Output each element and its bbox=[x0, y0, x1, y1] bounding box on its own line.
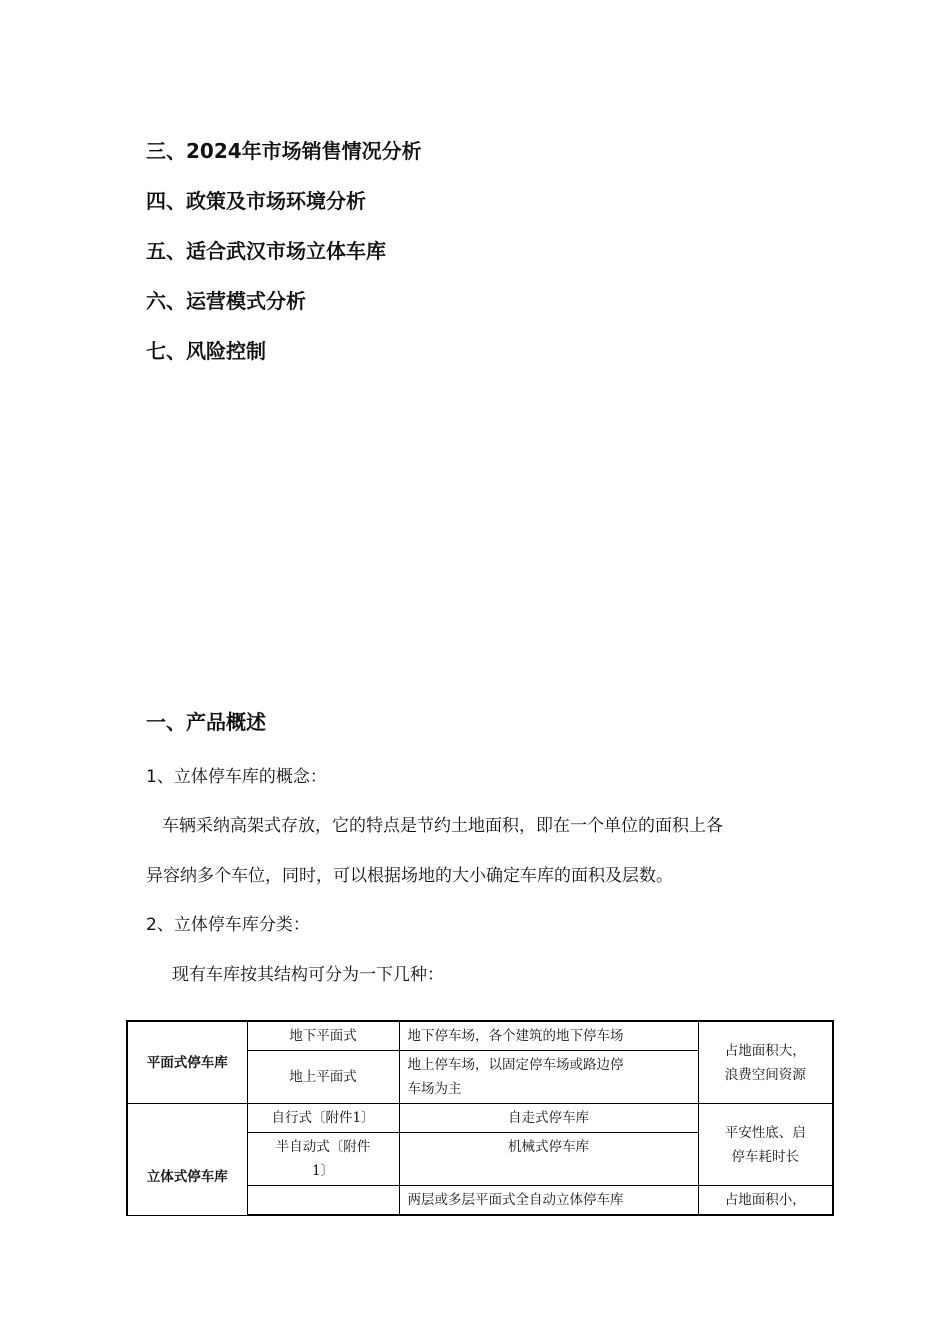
type-line: 1〕 bbox=[311, 1163, 335, 1179]
feature-cell bbox=[698, 1104, 833, 1186]
toc-item: 三、2024年市场销售情况分析 bbox=[146, 139, 422, 163]
type-line: 半自动式〔附件 bbox=[275, 1139, 371, 1155]
desc-cell: 两层或多层平面式全自动立体停车库 bbox=[399, 1186, 698, 1216]
desc-cell: 机械式停车库 bbox=[399, 1133, 698, 1186]
feature-line: 停车耗时长 bbox=[731, 1148, 799, 1165]
category-cell: 立体式停车库 bbox=[127, 1104, 247, 1216]
desc-cell: 地下停车场，各个建筑的地下停车场 bbox=[399, 1021, 698, 1051]
subheading-classification: 2、立体停车库分类： bbox=[146, 915, 310, 935]
desc-line: 地上停车场，以固定停车场或路边停 bbox=[407, 1057, 624, 1073]
type-cell: 地上平面式 bbox=[247, 1051, 399, 1104]
feature-cell: 占地面积小， bbox=[698, 1186, 833, 1216]
toc-item: 四、政策及市场环境分析 bbox=[146, 189, 366, 213]
desc-cell: 自走式停车库 bbox=[399, 1104, 698, 1133]
table-row bbox=[127, 1021, 833, 1051]
section-title: 一、产品概述 bbox=[146, 710, 266, 734]
classification-table bbox=[126, 1020, 834, 1216]
toc-item: 五、适合武汉市场立体车库 bbox=[146, 239, 386, 263]
table-of-contents bbox=[146, 134, 422, 384]
feature-line: 平安性底、启 bbox=[724, 1124, 806, 1141]
toc-item: 七、风险控制 bbox=[146, 339, 266, 363]
table-row bbox=[127, 1104, 833, 1133]
paragraph-intro: 现有车库按其结构可分为一下几种： bbox=[172, 965, 444, 985]
type-cell bbox=[247, 1186, 399, 1216]
type-cell: 自行式〔附件1〕 bbox=[247, 1104, 399, 1133]
desc-line: 车场为主 bbox=[407, 1081, 462, 1097]
type-cell: 地下平面式 bbox=[247, 1021, 399, 1051]
feature-line: 占地面积大， bbox=[724, 1042, 806, 1059]
feature-line: 浪费空间资源 bbox=[724, 1066, 806, 1083]
paragraph-line: 车辆采纳高架式存放，它的特点是节约土地面积，即在一个单位的面积上各 bbox=[162, 816, 723, 836]
paragraph-line: 异容纳多个车位，同时，可以根据场地的大小确定车库的面积及层数。 bbox=[146, 866, 673, 886]
feature-cell bbox=[698, 1021, 833, 1104]
toc-item: 六、运营模式分析 bbox=[146, 289, 306, 313]
desc-cell bbox=[399, 1051, 698, 1104]
type-cell bbox=[247, 1133, 399, 1186]
category-cell: 平面式停车库 bbox=[127, 1021, 247, 1104]
subheading-concept: 1、立体停车库的概念： bbox=[146, 767, 327, 787]
